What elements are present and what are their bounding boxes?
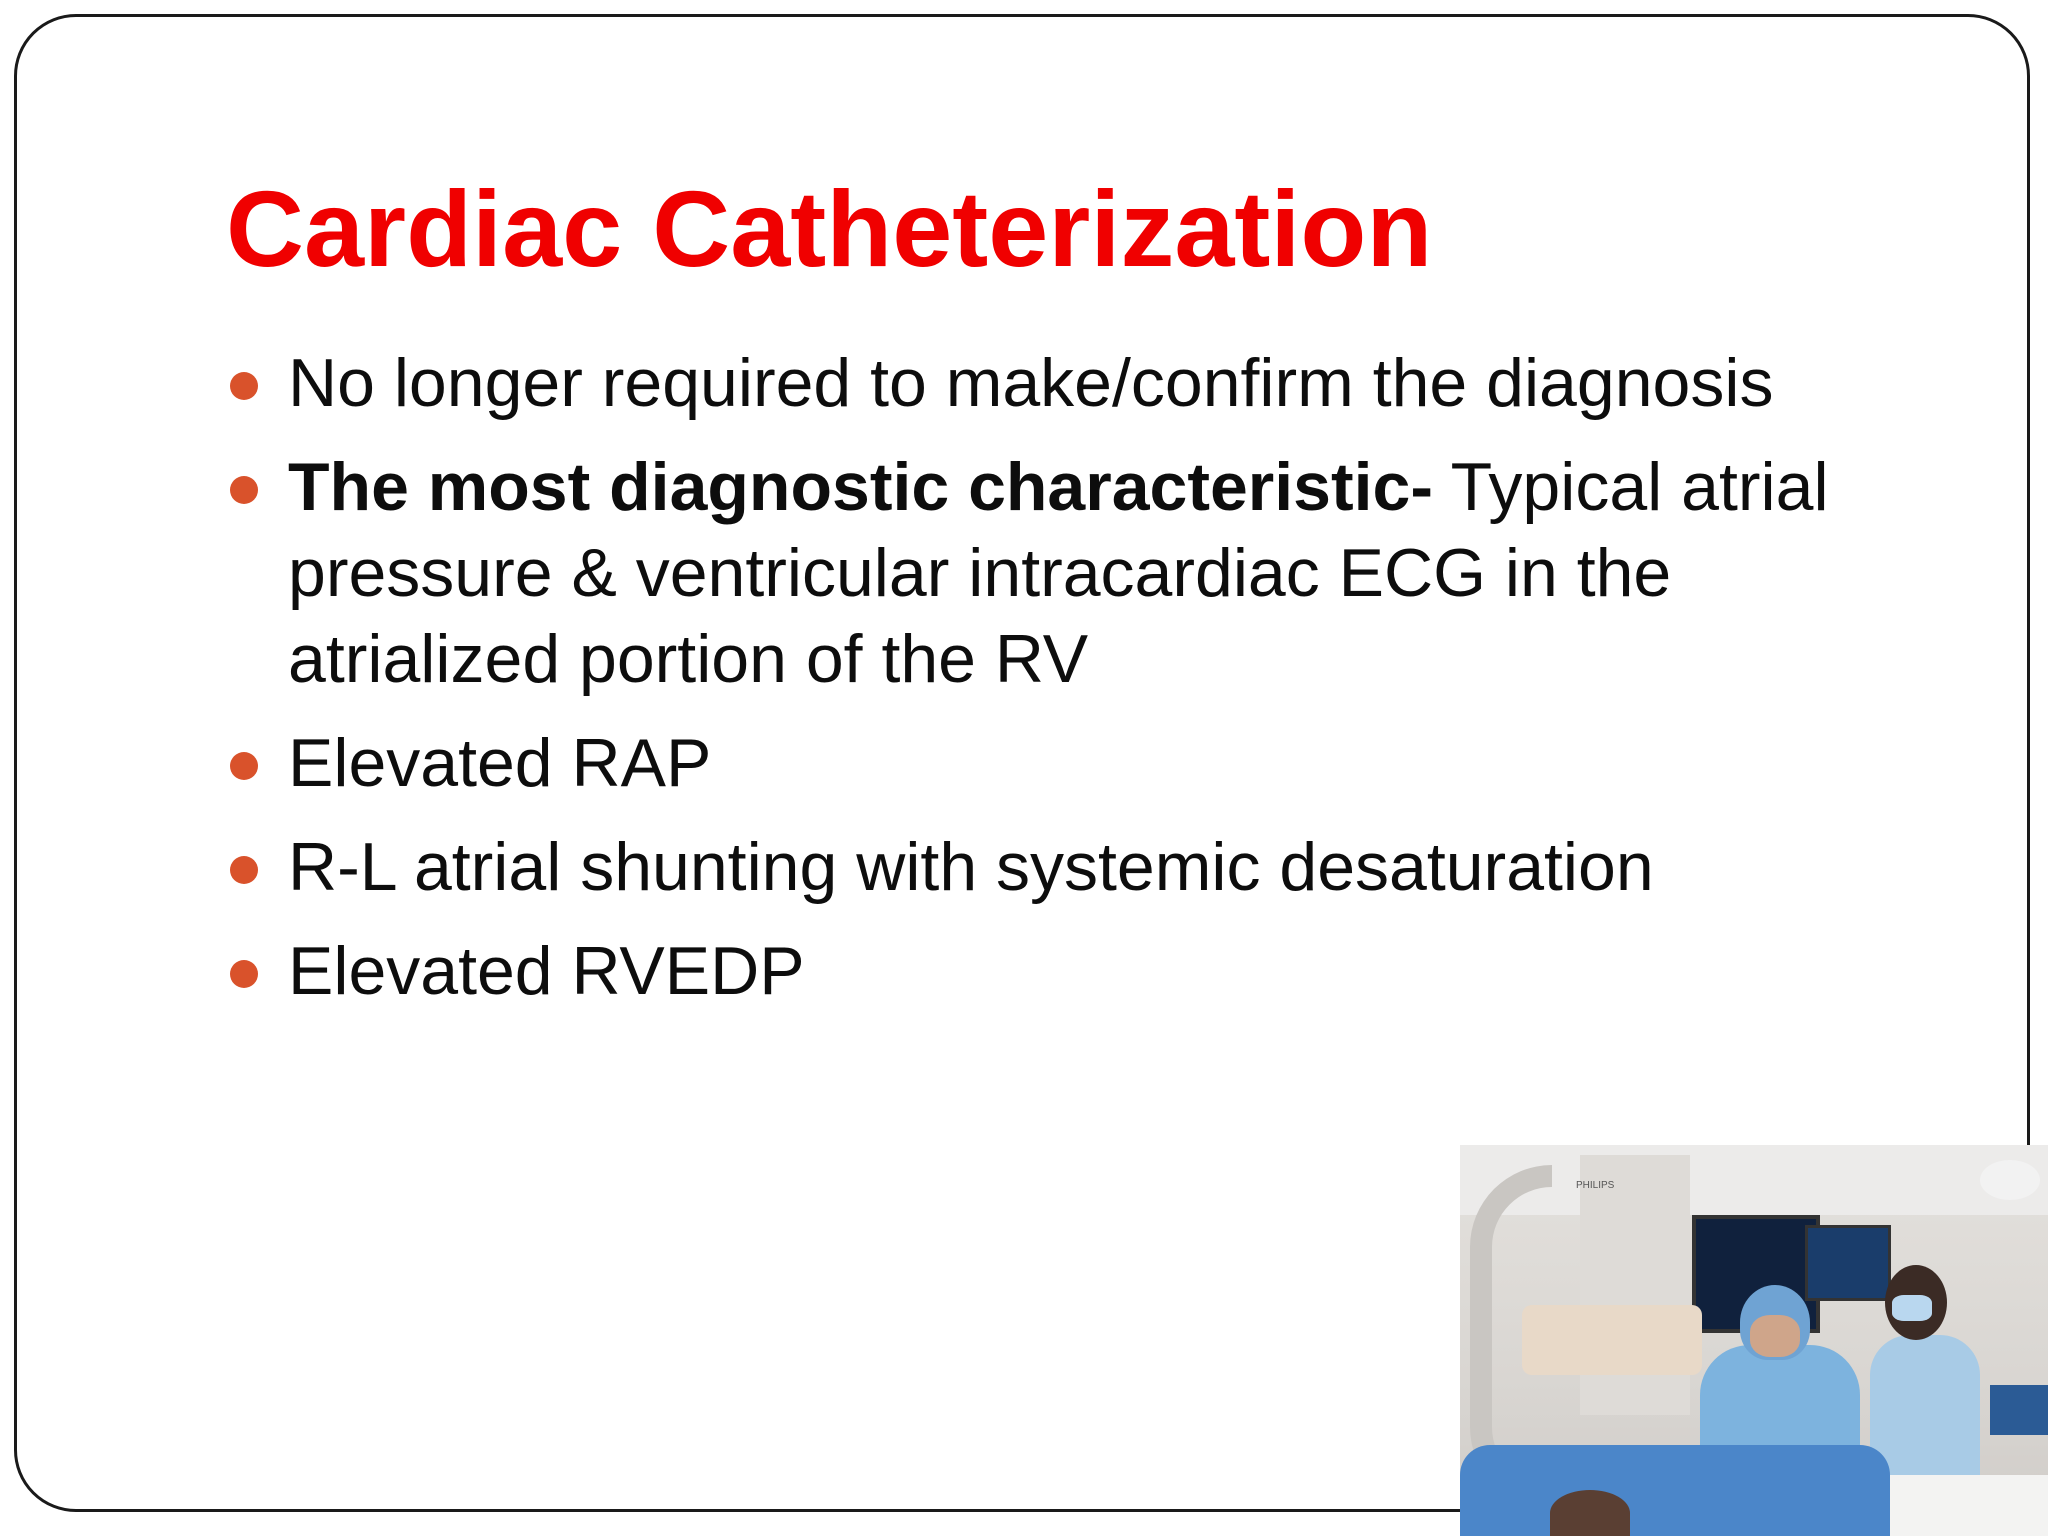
photo-surgical-lamp: [1980, 1160, 2040, 1200]
bullet-item: [228, 720, 1948, 806]
bullet-text: Elevated RVEDP: [288, 933, 805, 1009]
bullet-dot-icon: [230, 752, 258, 780]
bullet-dot-icon: [230, 856, 258, 884]
photo-patient: [1550, 1490, 1630, 1536]
slide-title: Cardiac Catheterization: [226, 168, 1433, 289]
bullet-text: Typical atrial pressure & ventricular intracardiac ECG in the atrialized portion of the RV: [288, 449, 1829, 697]
bullet-text: R-L atrial shunting with systemic desaturation: [288, 829, 1654, 905]
photo-drape: [1460, 1445, 1890, 1536]
photo-monitor: [1805, 1225, 1891, 1301]
bullet-bold-lead: The most diagnostic characteristic-: [288, 449, 1433, 525]
photo-brand-label: PHILIPS: [1576, 1180, 1615, 1191]
bullet-dot-icon: [230, 372, 258, 400]
bullet-item: [228, 824, 1948, 910]
photo-staff-mask: [1892, 1295, 1932, 1321]
bullet-item: [228, 340, 1948, 426]
cath-lab-photo: [1460, 1145, 2048, 1536]
bullet-text: Elevated RAP: [288, 725, 712, 801]
bullet-item: [228, 444, 1948, 702]
bullet-dot-icon: [230, 960, 258, 988]
photo-monitor: [1990, 1385, 2048, 1435]
photo-physician-face: [1750, 1315, 1800, 1357]
photo-equipment-column: [1580, 1155, 1690, 1415]
photo-detector: [1522, 1305, 1702, 1375]
bullet-dot-icon: [230, 476, 258, 504]
bullet-text: No longer required to make/confirm the diagnosis: [288, 345, 1774, 421]
bullet-list: [228, 340, 1948, 1032]
bullet-item: [228, 928, 1948, 1014]
